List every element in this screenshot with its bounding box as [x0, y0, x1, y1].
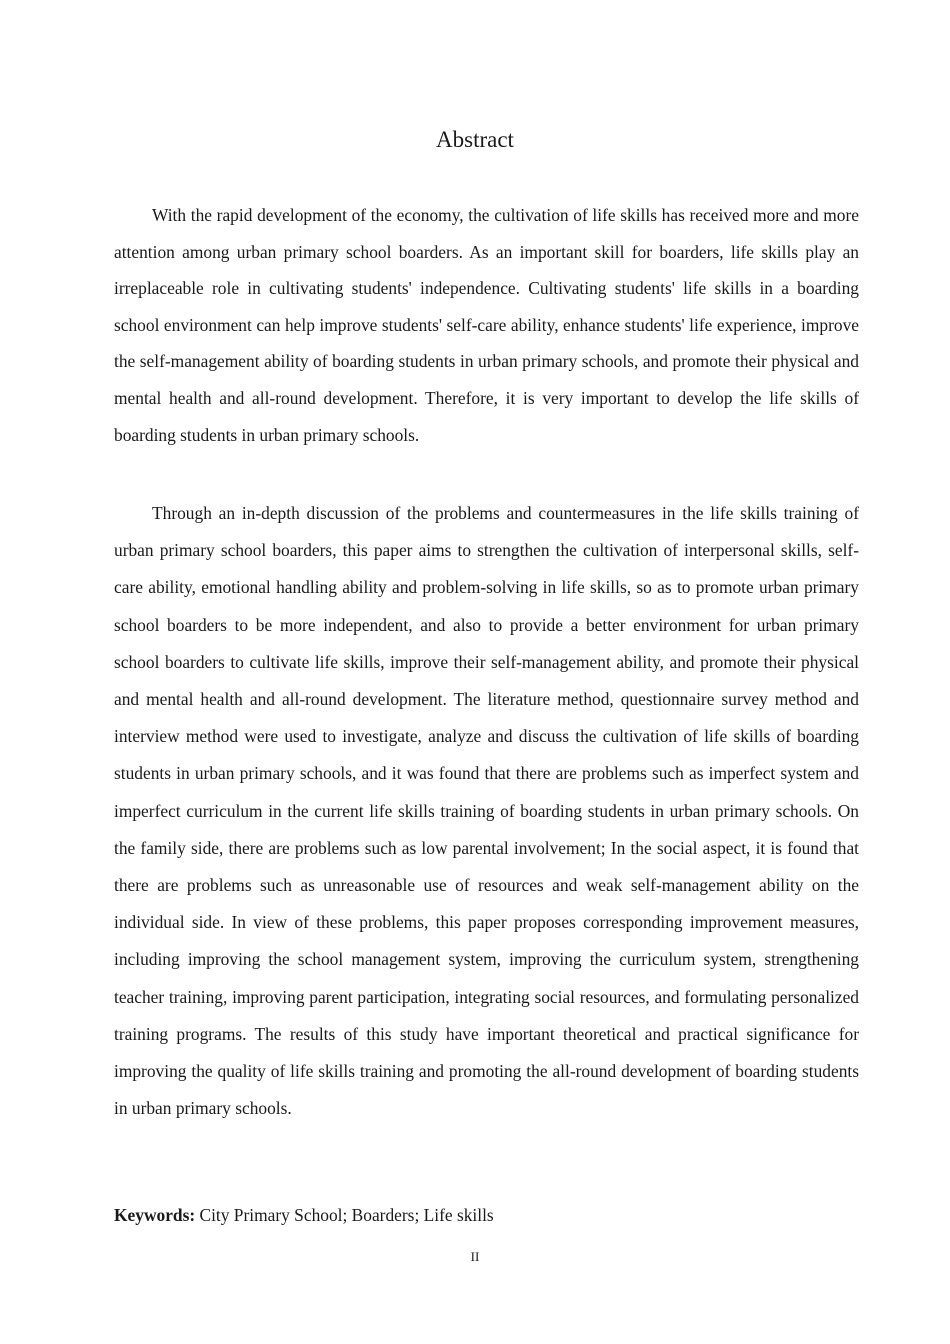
abstract-paragraph-2: Through an in-depth discussion of the problems and countermeasures in the life skills training of urban primary school boarders, this paper aims to strengthen the cultivation of interpersonal skills, self-care ability, emotional handling ability and problem-solving in life skills, so as to promote urban primary school boarders to be more independent, and also to provide a better environment for urban primary school boarders to cultivate life skills, improve their self-management ability, and promote their physical and mental health and all-round development. The literature method, questionnaire survey method and interview method were used to investigate, analyze and discuss the cultivation of life skills of boarding students in urban primary schools, and it was found that there are problems such as imperfect system and imperfect curriculum in the current life skills training of boarding students in urban primary schools. On the family side, there are problems such as low parental involvement; In the social aspect, it is found that there are problems such as unreasonable use of resources and weak self-management ability on the individual side. In view of these problems, this paper proposes corresponding improvement measures, including improving the school management system, improving the curriculum system, strengthening teacher training, improving parent participation, integrating social resources, and formulating personalized training programs. The results of this study have important theoretical and practical significance for improving the quality of life skills training and promoting the all-round development of boarding students in urban primary schools.: [114, 503, 859, 1119]
page-number: II: [470, 1249, 480, 1264]
keywords-label: Keywords:: [114, 1205, 196, 1225]
abstract-title: Abstract: [436, 127, 514, 152]
keywords-line: [114, 1202, 494, 1228]
keywords-text: City Primary School; Boarders; Life skills: [195, 1205, 494, 1225]
abstract-paragraph-1: With the rapid development of the economy, the cultivation of life skills has received more and more attention among urban primary school boarders. As an important skill for boarders, life skills play an irreplaceable role in cultivating students' independence. Cultivating students' life skills in a boarding school environment can help improve students' self-care ability, enhance students' life experience, improve the self-management ability of boarding students in urban primary schools, and promote their physical and mental health and all-round development. Therefore, it is very important to develop the life skills of boarding students in urban primary schools.: [114, 205, 859, 445]
